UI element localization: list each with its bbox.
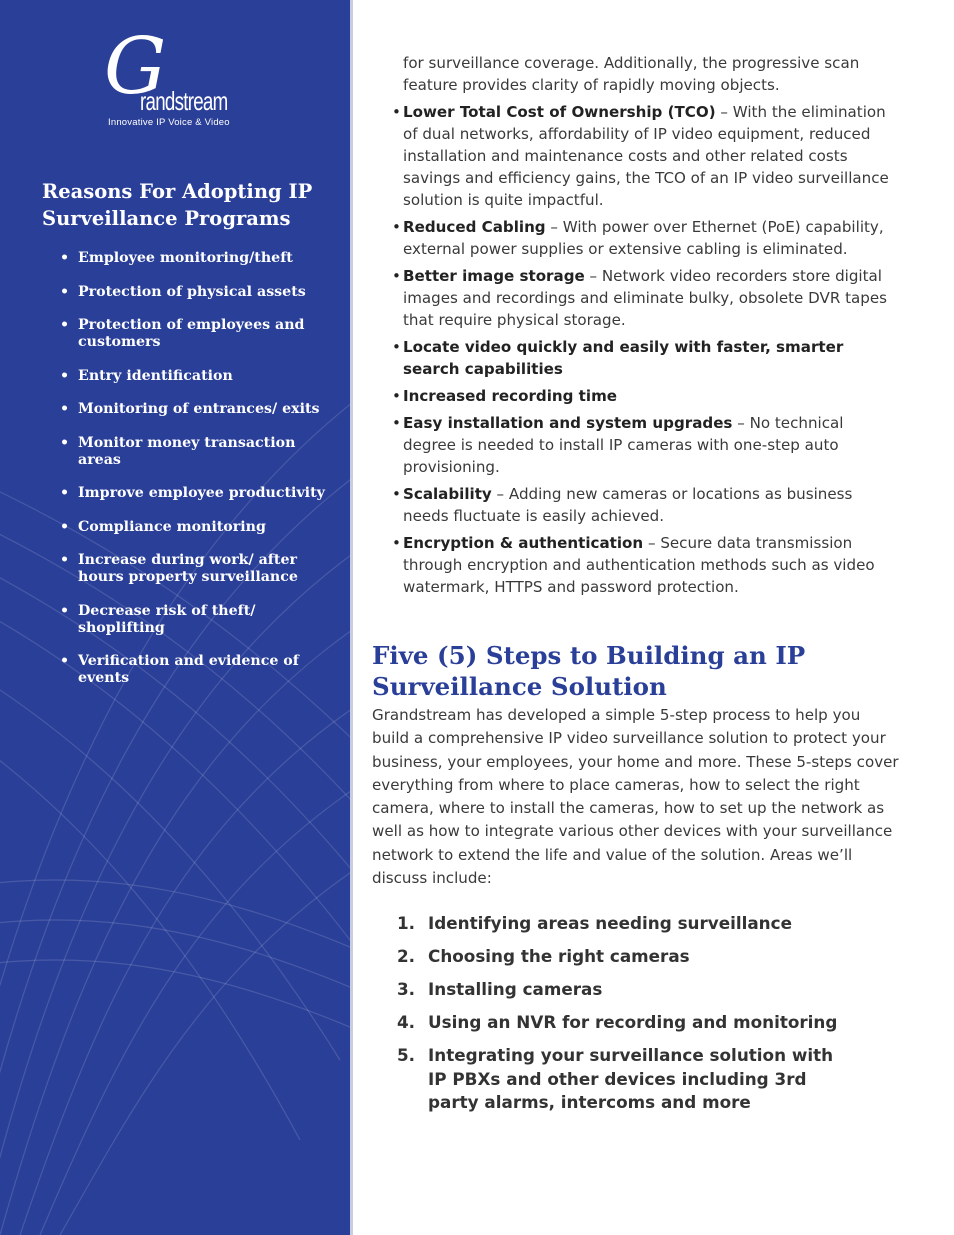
logo-letter: G: [104, 22, 167, 112]
reason-item: • Monitor money transaction areas: [60, 435, 335, 469]
feature-title: Locate video quickly and easily with faster, smarter search capabilities: [403, 338, 844, 378]
reason-item: • Increase during work/ after hours property surveillance: [60, 552, 335, 586]
step-number: 1.: [397, 913, 416, 933]
feature-title: Increased recording time: [403, 387, 618, 405]
feature-item: • Better image storage – Network video recorders store digital images and recordings and eliminate bulky, obsolete DVR tapes that require physical storage.: [392, 267, 888, 329]
feature-item: • Easy installation and system upgrades – No technical degree is needed to install IP cameras with one-step auto provisioning.: [392, 414, 844, 476]
sidebar-panel: [0, 0, 350, 1235]
reason-item: • Monitoring of entrances/ exits: [60, 401, 335, 418]
step-item: [397, 1044, 847, 1115]
step-item: [397, 978, 847, 1002]
reason-item: • Entry identification: [60, 368, 335, 385]
feature-title: Reduced Cabling: [403, 218, 546, 236]
feature-list: [372, 101, 900, 598]
feature-item: • Locate video quickly and easily with faster, smarter search capabilities: [392, 338, 844, 378]
feature-title: Scalability: [403, 485, 492, 503]
feature-title: Easy installation and system upgrades: [403, 414, 733, 432]
feature-text: – Network video recorders store digital images and recordings and eliminate bulky, obsolete DVR tapes that require physical storage.: [403, 267, 888, 329]
steps-list: [397, 912, 847, 1124]
reason-item: • Verification and evidence of events: [60, 653, 335, 687]
step-number: 2.: [397, 946, 416, 966]
step-item: [397, 945, 847, 969]
intro-paragraph: Grandstream has developed a simple 5-step process to help you build a comprehensive IP video surveillance solution to protect your business, your employees, your home and more. These 5-steps cover everything from where to place cameras, how to select the right camera, where to install the cameras, how to set up the network as well as how to integrate various other devices with your surveillance network to extend the life and value of the solution. Areas we’ll discuss include:: [372, 706, 899, 888]
reason-item: • Protection of employees and customers: [60, 317, 335, 351]
continuation-paragraph: for surveillance coverage. Additionally, the progressive scan feature provides clarity of rapidly moving objects.: [403, 54, 860, 94]
reason-item: • Compliance monitoring: [60, 519, 335, 536]
feature-text: – Secure data transmission through encryption and authentication methods such as video watermark, HTTPS and password protection.: [403, 534, 875, 596]
feature-item: • Lower Total Cost of Ownership (TCO) – With the elimination of dual networks, affordability of IP video equipment, reduced installation and maintenance costs and other related costs savings and efficiency gains, the TCO of an IP video surveillance solution is quite impactful.: [392, 103, 889, 209]
feature-title: Lower Total Cost of Ownership (TCO): [403, 103, 716, 121]
feature-text: – No technical degree is needed to install IP cameras with one-step auto provisioning.: [403, 414, 844, 476]
feature-item: • Encryption & authentication – Secure data transmission through encryption and authentication methods such as video watermark, HTTPS and password protection.: [392, 534, 875, 596]
step-text: Using an NVR for recording and monitoring: [428, 1012, 838, 1032]
step-number: 4.: [397, 1012, 416, 1032]
feature-item: • Reduced Cabling – With power over Ethernet (PoE) capability, external power supplies or extensive cabling is eliminated.: [392, 218, 884, 258]
step-number: 3.: [397, 979, 416, 999]
step-item: [397, 1011, 847, 1035]
step-text: Integrating your surveillance solution with IP PBXs and other devices including 3rd party alarms, intercoms and more: [428, 1045, 834, 1112]
grandstream-logo: [104, 22, 244, 134]
step-text: Identifying areas needing surveillance: [428, 913, 792, 933]
sidebar-divider: [350, 0, 353, 1235]
feature-item: • Increased recording time: [392, 387, 618, 405]
feature-text: – Adding new cameras or locations as business needs fluctuate is easily achieved.: [403, 485, 853, 525]
reason-item: • Decrease risk of theft/ shoplifting: [60, 603, 335, 637]
step-number: 5.: [397, 1045, 416, 1065]
feature-text: – With the elimination of dual networks, affordability of IP video equipment, reduced installation and maintenance costs and other related costs savings and efficiency gains, the TCO of an IP video surveillance solution is quite impactful.: [403, 103, 889, 209]
logo-tagline: Innovative IP Voice & Video: [108, 117, 230, 128]
feature-item: • Scalability – Adding new cameras or locations as business needs fluctuate is easily achieved.: [392, 485, 853, 525]
section-title: Five (5) Steps to Building an IP Surveillance Solution: [372, 641, 806, 701]
sidebar-title: Reasons For Adopting IP Surveillance Programs: [42, 180, 313, 230]
step-text: Installing cameras: [428, 979, 603, 999]
step-text: Choosing the right cameras: [428, 946, 690, 966]
reason-item: • Improve employee productivity: [60, 485, 335, 502]
step-item: [397, 912, 847, 936]
reason-item: • Protection of physical assets: [60, 284, 335, 301]
reasons-list: [60, 250, 335, 704]
main-column: [372, 52, 900, 603]
feature-title: Better image storage: [403, 267, 585, 285]
reason-item: • Employee monitoring/theft: [60, 250, 335, 267]
logo-wordmark: randstream: [140, 86, 228, 116]
feature-title: Encryption & authentication: [403, 534, 644, 552]
feature-text: – With power over Ethernet (PoE) capability, external power supplies or extensive cabling is eliminated.: [403, 218, 884, 258]
